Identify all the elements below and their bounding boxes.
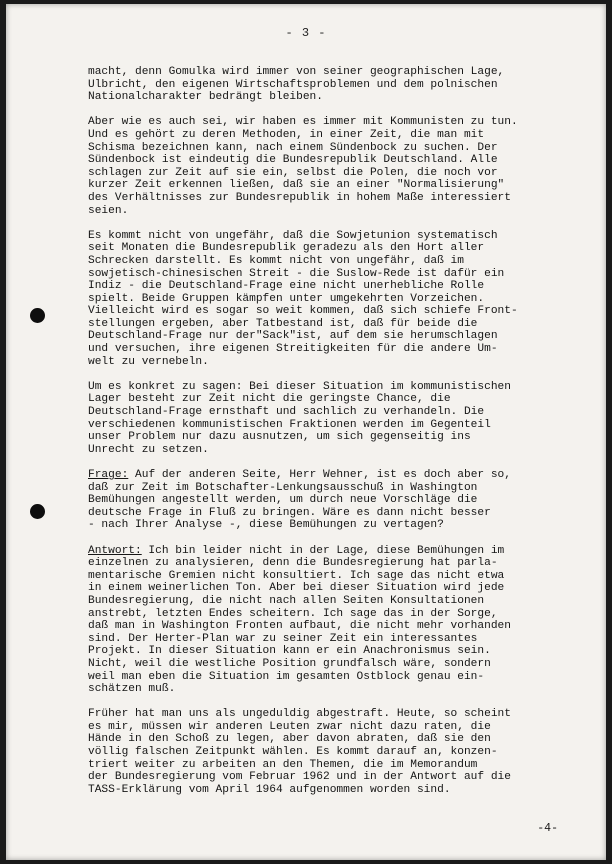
text-line [88,280,584,293]
line-text: Nationalcharakter bedrängt bleiben. [88,91,323,104]
line-text: verschiedenen kommunistischen Fraktionen werden im Gegenteil [88,418,491,431]
text-line [88,129,584,142]
text-line [88,771,584,784]
text-line [88,330,584,343]
text-line [88,167,584,180]
paragraph [88,116,584,217]
text-line [88,595,584,608]
text-line [88,142,584,155]
text-line [88,557,584,570]
line-text: Hände in den Schoß zu legen, aber davon abraten, daß sie den [88,733,491,746]
line-text: Schrecken darstellt. Es kommt nicht von ungefähr, daß im [88,254,464,267]
text-line [88,507,584,520]
line-text: macht, denn Gomulka wird immer von seiner geographischen Lage, [88,66,505,78]
text-line [88,381,584,394]
line-text: Deutschland-Frage nur der"Sack"ist, auf dem sie herumschlagen [88,330,498,343]
text-line [88,192,584,205]
line-text: Es kommt nicht von ungefähr, daß die Sowjetunion systematisch [88,229,498,242]
speaker-label: Frage: [88,469,129,481]
text-line [88,469,584,482]
text-line [88,268,584,281]
document-body [88,66,584,796]
text-line [88,393,584,406]
page-number: - 3 - [285,26,327,40]
text-line [88,721,584,734]
line-text: weil man eben die Situation im gesamten Ostblock genau ein- [88,670,485,683]
text-line [88,683,584,696]
line-text: schätzen muß. [88,683,176,696]
line-text: Lager besteht zur Zeit nicht die geringste Chance, die [88,393,451,406]
line-text: einzelnen zu analysieren, denn die Bundesregierung hat parla- [88,557,498,570]
text-line [88,545,584,558]
line-text: mentarische Gremien nicht konsultiert. Ich sage das nicht etwa [88,569,505,582]
line-text: daß zur Zeit im Botschafter-Lenkungsausschuß in Washington [88,481,478,494]
line-text: sind. Der Herter-Plan war zu seiner Zeit ein interessantes [88,632,478,645]
text-line [88,582,584,595]
text-line [88,746,584,759]
text-line [88,570,584,583]
line-text: spielt. Beide Gruppen kämpfen unter umgekehrten Vorzeichen. [88,292,485,305]
text-line [88,519,584,532]
line-text: Bemühungen angestellt werden, um durch neue Vorschläge die [88,494,478,507]
text-line [88,784,584,797]
text-line [88,608,584,621]
line-text: triert weiter zu arbeiten an den Themen, die im Memorandum [88,758,478,771]
text-line [88,733,584,746]
line-text: des Verhältnisses zur Bundesrepublik in hohem Maße interessiert [88,191,511,204]
text-line [88,620,584,633]
text-line [88,482,584,495]
text-line [88,305,584,318]
line-text: anstrebt, letzten Endes scheitern. Ich sage das in der Sorge, [88,607,498,620]
punch-hole-bottom [30,504,45,519]
line-text: kurzer Zeit erkennen ließen, daß sie an einer "Normalisierung" [88,179,505,192]
text-line [88,633,584,646]
line-text: Projekt. In dieser Situation kann er ein Anachronismus sein. [88,645,491,658]
line-text: unser Problem nur dazu ausnutzen, um sich gegenseitig ins [88,431,471,444]
paragraph [88,708,584,796]
paragraph [88,381,584,457]
line-text: Schisma bezeichnen kann, nach einem Sündenbock zu suchen. Der [88,141,498,154]
text-line [88,179,584,192]
line-text: Sündenbock ist eindeutig die Bundesrepublik Deutschland. Alle [88,154,498,167]
document-page [6,4,606,860]
text-line [88,645,584,658]
text-line [88,255,584,268]
line-text: - nach Ihrer Analyse -, diese Bemühungen zu vertagen? [88,519,444,532]
line-text: seit Monaten die Bundesrepublik geradezu als den Hort aller [88,242,485,255]
line-text: schlagen zur Zeit auf sie ein, selbst die Polen, die noch vor [88,166,498,179]
text-line [88,66,584,79]
text-line [88,205,584,218]
line-text: Um es konkret zu sagen: Bei dieser Situation im kommunistischen [88,380,511,393]
line-text: sowjetisch-chinesischen Streit - die Suslow-Rede ist dafür ein [88,267,505,280]
line-text: Unrecht zu setzen. [88,443,209,456]
line-text: der Bundesregierung vom Februar 1962 und in der Antwort auf die [88,771,511,784]
text-line [88,318,584,331]
answer-paragraph [88,545,584,696]
line-text: welt zu vernebeln. [88,355,209,368]
line-text: seien. [88,204,129,217]
line-text: völlig falschen Zeitpunkt wählen. Es kommt darauf an, konzen- [88,746,498,759]
text-line [88,759,584,772]
text-line [88,242,584,255]
question-paragraph [88,469,584,532]
line-text: deutsche Frage in Fluß zu bringen. Wäre es dann nicht besser [88,506,491,519]
continuation-mark: -4- [537,822,558,835]
text-line [88,356,584,369]
line-text: Indiz - die Deutschland-Frage eine nicht unerhebliche Rolle [88,280,485,293]
line-text: Bundesregierung, die nicht nach allen Seiten Konsultationen [88,594,485,607]
text-line [88,154,584,167]
line-text: Nicht, weil die westliche Position grundfalsch wäre, sondern [88,657,491,670]
text-line [88,293,584,306]
text-line [88,230,584,243]
line-text: Ich bin leider nicht in der Lage, diese Bemühungen im [141,544,505,557]
text-line [88,91,584,104]
text-line [88,343,584,356]
line-text: stellungen ergeben, aber Tatbestand ist, daß für beide die [88,317,478,330]
text-line [88,671,584,684]
line-text: Früher hat man uns als ungeduldig abgestraft. Heute, so scheint [88,708,511,721]
line-text: und versuchen, ihre eigenen Streitigkeiten für die andere Um- [88,343,498,356]
text-line [88,494,584,507]
line-text: Und es gehört zu deren Methoden, in einer Zeit, die man mit [88,128,485,141]
text-line [88,116,584,129]
line-text: Vielleicht wird es sogar so weit kommen, daß sich schiefe Front- [88,305,518,318]
line-text: TASS-Erklärung vom April 1964 aufgenommen worden sind. [88,783,451,796]
line-text: es mir, müssen wir anderen Leuten zwar nicht dazu raten, die [88,720,491,733]
punch-hole-top [30,308,45,323]
line-text: Deutschland-Frage ernsthaft und sachlich zu verhandeln. Die [88,406,485,419]
line-text: in einem weinerlichen Ton. Aber bei dieser Situation wird jede [88,582,505,595]
text-line [88,444,584,457]
paragraph [88,230,584,369]
text-line [88,419,584,432]
line-text: Ulbricht, den eigenen Wirtschaftsproblemen und dem polnischen [88,78,498,91]
text-line [88,658,584,671]
line-text: Aber wie es auch sei, wir haben es immer mit Kommunisten zu tun. [88,116,518,129]
speaker-label: Antwort: [88,544,142,557]
text-line [88,406,584,419]
line-text: Auf der anderen Seite, Herr Wehner, ist es doch aber so, [128,469,511,481]
line-text: daß man in Washington Fronten aufbaut, die nicht mehr vorhanden [88,620,511,633]
text-line [88,431,584,444]
paragraph [88,66,584,104]
text-line [88,708,584,721]
text-line [88,79,584,92]
